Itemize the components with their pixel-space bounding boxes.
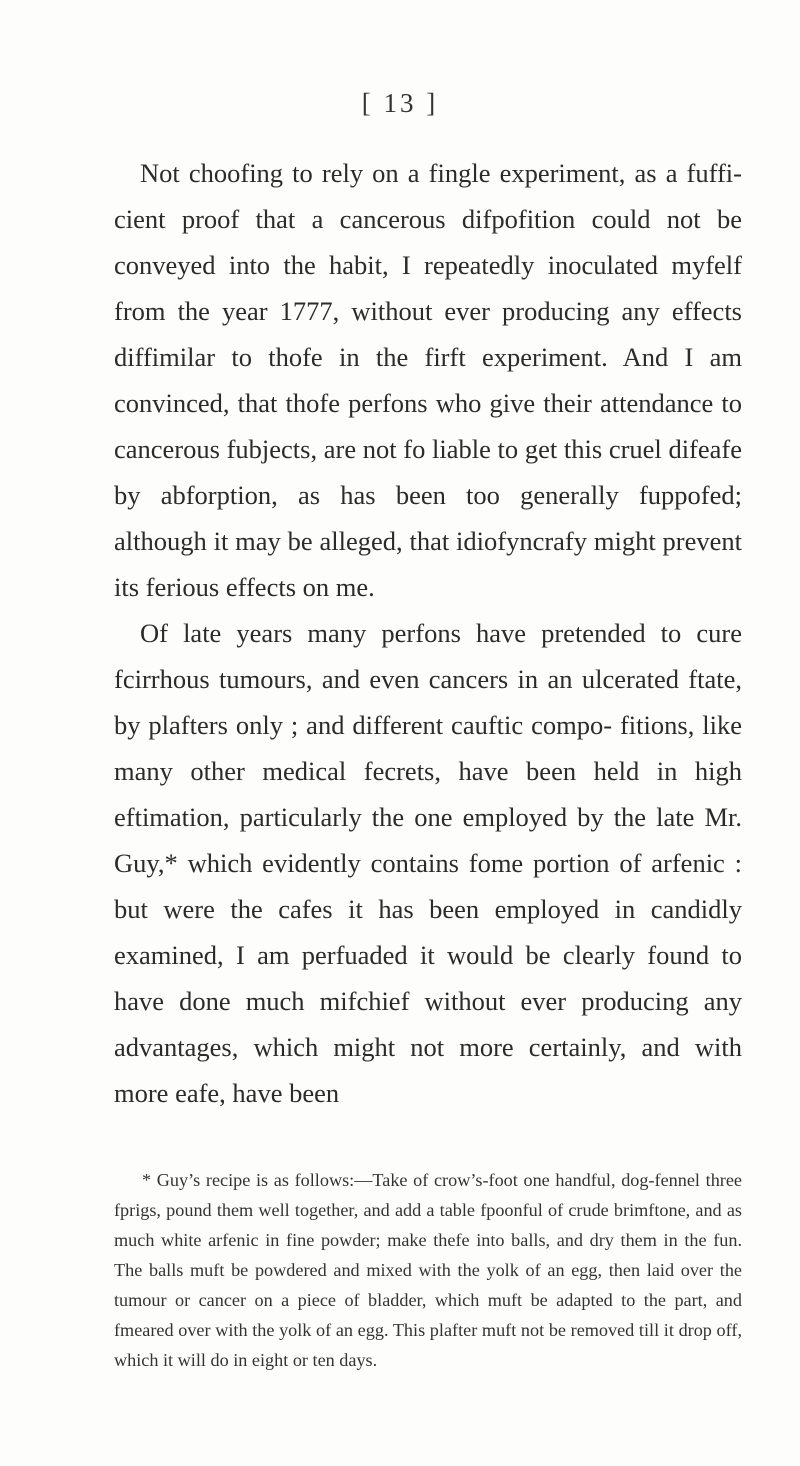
footnote: * Guy’s recipe is as follows:—Take of crow’s-foot one handful, dog-fennel three fprigs, pound them well together, and add a table fpoonful of crude brimftone, and as much white arfenic in fine powder; make thefe into balls, and dry them in the fun. The balls muft be powdered and mixed with the yolk of an egg, then laid over the tumour or cancer on a piece of bladder, which muft be adapted to the part, and fmeared over with the yolk of an egg. This plafter muft not be removed till it drop off, which it will do in eight or ten days. (114, 1170, 742, 1370)
paragraph-1: Not choofing to rely on a fingle experiment, as a fuffi- cient proof that a cancerous difpofition could not be conveyed into the habit, I repeatedly inoculated myfelf from the year 1777, without ever producing any effects diffimilar to thofe in the firft experiment. And I am convinced, that thofe perfons who give their attendance to cancerous fubjects, are not fo liable to get this cruel difeafe by abforption, as has been too generally fuppofed; although it may be alleged, that idiofyncrafy might prevent its ferious effects on me. (114, 158, 742, 602)
paragraph-2: Of late years many perfons have pretended to cure fcirrhous tumours, and even cancers in an ulcerated ftate, by plafters only ; and different cauftic compo- fitions, like many other medical fecrets, have been held in high eftimation, particularly the one employed by the late Mr. Guy,* which evidently contains fome portion of arfenic : but were the cafes it has been employed in candidly examined, I am perfuaded it would be clearly found to have done much mifchief without ever producing any advantages, which might not more certainly, and with more eafe, have been (114, 618, 742, 1108)
body-text (114, 150, 742, 1116)
page-number: [ 13 ] (361, 88, 439, 118)
